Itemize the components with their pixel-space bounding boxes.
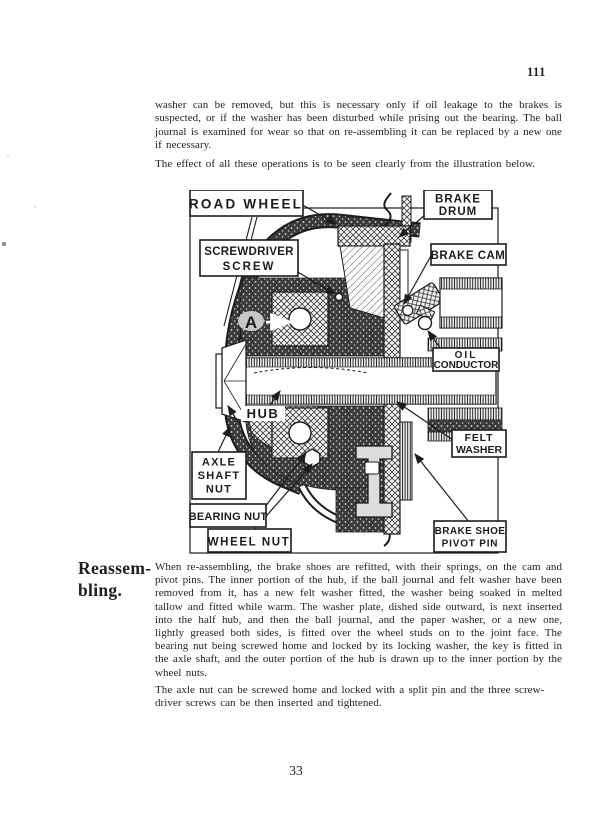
bearing-upper <box>272 292 328 346</box>
callout-brake-cam <box>431 244 506 265</box>
brake-drum-label-line1: BRAKE <box>435 193 481 206</box>
brake-drum-label-line2: DRUM <box>438 206 478 218</box>
body-paragraph-2: The effect of all these operations is to be seen clearly from the illustration below. <box>155 158 536 170</box>
road-wheel-label: ROAD WHEEL <box>188 196 304 212</box>
screwdriver-screw-part <box>336 294 343 301</box>
brake-shoe-pivot-pin-label-line2: PIVOT PIN <box>441 538 499 550</box>
screwdriver-screw-label-line1: SCREWDRIVER <box>204 246 294 258</box>
oil-conductor-label-line1: OIL <box>454 350 478 361</box>
hub-assembly-illustration <box>188 190 508 555</box>
section-heading-reassembling <box>78 558 151 601</box>
callout-brake-drum <box>424 190 492 219</box>
wheel-nut-label: WHEEL NUT <box>207 536 291 549</box>
callout-wheel-nut <box>208 529 291 552</box>
page-number-top: 111 <box>527 65 546 79</box>
body-paragraph-3: When re-assembling, the brake shoes are refitted, with their springs, on the cam and pivot pins. The inner portion of the hub, if the ball journal and felt washer have been removed from it, has a new felt washer fitted, the washer being soaked in melted tallow and fitted while warm. The washer plate, dished side outward, is next inserted into the half hub, and then the ball journal, and the paper washer, or a new one, lightly greased both sides, is fitted over the wheel studs on to the joint face. The bearing nut being screwed home and locked by its locking washer, the key is fitted in the axle shaft, and the outer portion of the hub is drawn up to the inner portion by the wheel nuts. <box>155 561 562 679</box>
screwdriver-screw-label-line2: SCREW <box>222 261 276 273</box>
callout-oil-conductor <box>433 348 499 371</box>
section-heading-line1: Reassem- <box>78 558 152 578</box>
callout-felt-washer <box>452 430 506 457</box>
callout-screwdriver-screw <box>200 240 298 276</box>
pivot-pin-strip <box>400 422 412 500</box>
body-paragraph-1: washer can be removed, but this is necessary only if oil leakage to the brakes is suspected, or if the washer has been disturbed while prising out the bearing. The ball journal is examined for wear so that on re-assembling it can be replaced by a new one if necessary. <box>155 99 562 152</box>
callout-brake-shoe-pivot-pin <box>434 521 506 552</box>
axle-shaft-nut-label-line1: AXLE <box>201 456 237 469</box>
axle-shaft-nut-label-line2: SHAFT <box>197 470 241 482</box>
brake-cam-label: BRAKE CAM <box>430 250 506 262</box>
page-number-bottom: 33 <box>289 763 303 778</box>
body-paragraph-4 <box>155 684 562 711</box>
hub-cross-section-svg <box>188 190 508 555</box>
cam-shaft-housing <box>440 278 502 328</box>
axle-shaft-nut-label-line3: NUT <box>205 483 233 496</box>
scan-speck <box>34 206 36 208</box>
bearing-nut-label: BEARING NUT <box>188 511 268 523</box>
callout-bearing-nut <box>189 504 268 527</box>
oil-conductor-label-line2: CONDUCTOR <box>433 360 499 371</box>
marker-a-label: A <box>244 313 258 332</box>
body-paragraph-4-line1: The axle nut can be screwed home and locked with a split pin and the three screw- <box>155 684 545 696</box>
body-paragraph-4-line2: driver screws can be then inserted and tightened. <box>155 697 382 710</box>
section-heading-line2: bling. <box>78 579 123 600</box>
felt-washer-label-line2: WASHER <box>455 444 503 456</box>
scan-speck <box>7 155 9 157</box>
brake-shoe-pivot-pin-label-line1: BRAKE SHOE <box>434 526 506 537</box>
scan-speck <box>2 242 6 246</box>
callout-road-wheel <box>189 190 303 216</box>
hub-label: HUB <box>246 406 280 421</box>
felt-washer-label-line1: FELT <box>464 432 494 444</box>
callout-axle-shaft-nut <box>192 452 246 499</box>
brake-drum-rim <box>338 226 410 246</box>
